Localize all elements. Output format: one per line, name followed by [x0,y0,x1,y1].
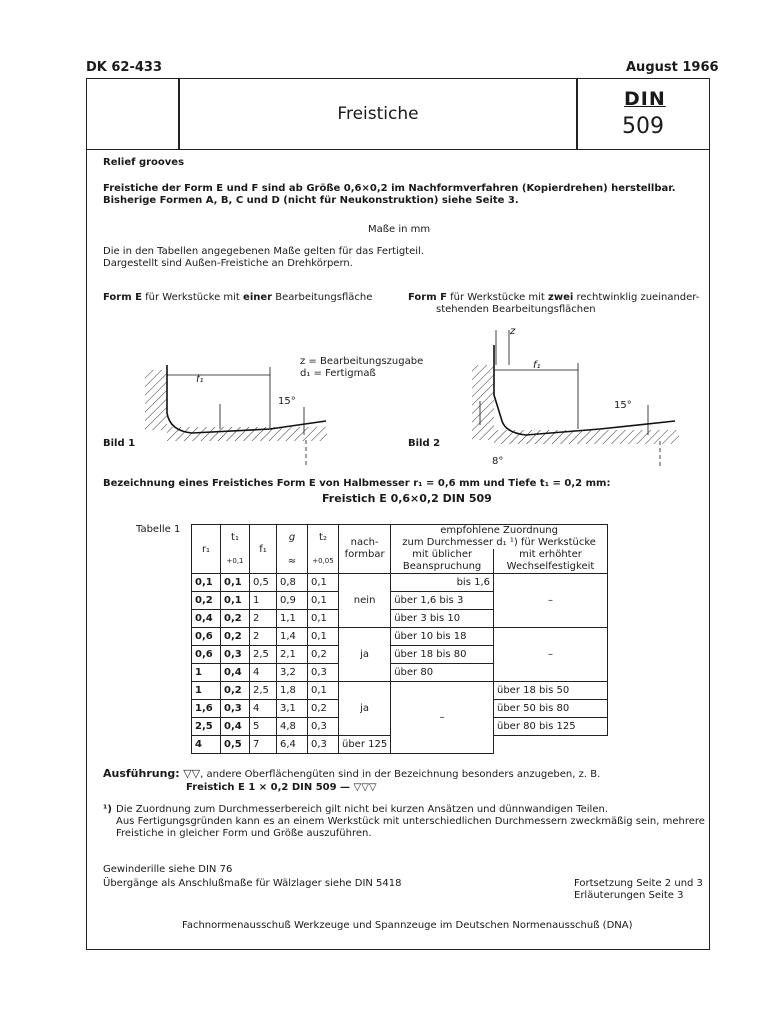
cell-f1: 5 [250,718,277,736]
form-f-heading: Form F für Werkstücke mit zwei rechtwinklig zueinander- [408,292,700,303]
footnote-line-1: Die Zuordnung zum Durchmesserbereich gilt nicht bei kurzen Ansätzen und dünnwandigen Teilen. [116,804,608,815]
cell-t2: 0,3 [308,718,339,736]
figure-dim-z: z [510,326,516,337]
execution-line: Ausführung: ▽▽, andere Oberflächengüten sind in der Bezeichnung besonders anzugeben, z. B. [103,767,601,780]
intro-line-2: Bisherige Formen A, B, C und D (nicht für Neukonstruktion) siehe Seite 3. [103,195,519,206]
cell-normal: über 18 bis 80 [391,646,494,664]
cell-r1: 2,5 [192,718,221,736]
cell-g: 4,8 [277,718,308,736]
cell-t1: 0,1 [221,574,250,592]
cell-normal: bis 1,6 [391,574,494,592]
cell-t2: 0,1 [308,628,339,646]
th-f1: f₁ [250,525,277,574]
outer-groove-note: Dargestellt sind Außen-Freistiche an Drehkörpern. [103,258,353,269]
cell-t1: 0,3 [221,700,250,718]
groove-table [191,524,608,754]
figure-angle-8: 8° [492,456,504,467]
table-header-row-3: +0,1 ≈ +0,05 mit üblicher Beanspruchung mit erhöhter Wechselfestigkeit [192,549,608,574]
english-title: Relief grooves [103,157,185,168]
explanations: Erläuterungen Seite 3 [574,890,684,901]
cell-t2: 0,2 [308,646,339,664]
cell-dash: – [391,682,494,754]
table-header-row-1 [192,525,608,550]
din-logo: DIN [624,88,666,110]
cell-normal: über 3 bis 10 [391,610,494,628]
cell-g: 0,8 [277,574,308,592]
cell-g: 3,2 [277,664,308,682]
legend-d: d₁ = Fertigmaß [300,368,376,379]
cell-high: über 125 [339,736,391,754]
document-date: August 1966 [626,60,719,75]
table-label: Tabelle 1 [136,524,181,535]
th-t1: t₁ [221,525,250,550]
form-f-heading-line2: stehenden Bearbeitungsflächen [436,304,596,315]
cell-t1: 0,2 [221,628,250,646]
cell-t2: 0,3 [308,664,339,682]
table-row [192,628,608,646]
th-g: g [277,525,308,550]
cell-normal: über 10 bis 18 [391,628,494,646]
cell-nachformbar: ja [339,682,391,736]
cell-dash: – [494,628,608,682]
figure-form-e [100,355,330,470]
footnote-line-2: Aus Fertigungsgründen kann es an einem Werkstück mit unterschiedlichen Durchmessern zweckmäßig sein, mehrere [116,816,705,827]
cell-f1: 4 [250,664,277,682]
figure-dim-f1: f₁ [196,374,204,385]
din-number: 509 [622,114,664,139]
surface-symbol-2: ▽▽▽ [353,782,377,793]
designation-example: Freistich E 0,6×0,2 DIN 509 [322,492,492,505]
th-r1: r₁ [192,525,221,574]
cell-t1: 0,5 [221,736,250,754]
cell-f1: 2,5 [250,646,277,664]
cell-r1: 1 [192,682,221,700]
cell-r1: 1 [192,664,221,682]
cell-f1: 7 [250,736,277,754]
th-normal: mit üblicher Beanspruchung [391,549,494,574]
cell-t1: 0,4 [221,664,250,682]
cell-normal: über 1,6 bis 3 [391,592,494,610]
document-number: DK 62-433 [86,60,163,75]
th-nachformbar: nach- formbar [339,525,391,574]
cell-high: über 50 bis 80 [494,700,608,718]
figure-caption-2: Bild 2 [408,438,441,449]
cell-r1: 0,4 [192,610,221,628]
table-row [192,574,608,592]
cell-r1: 1,6 [192,700,221,718]
th-assignment: empfohlene Zuordnung zum Durchmesser d₁ ¹) für Werkstücke [391,525,608,550]
cell-nachformbar: nein [339,574,391,628]
execution-label: Ausführung: [103,767,180,780]
surface-symbol: ▽▽ [183,767,201,780]
cell-g: 3,1 [277,700,308,718]
cell-high: über 80 bis 125 [494,718,608,736]
cell-high: über 18 bis 50 [494,682,608,700]
cell-r1: 0,6 [192,646,221,664]
figure-form-f [450,325,680,470]
cell-t2: 0,1 [308,610,339,628]
cell-g: 6,4 [277,736,308,754]
figure-angle-15: 15° [278,396,296,407]
cell-dash: – [494,574,608,628]
cell-g: 2,1 [277,646,308,664]
form-e-label: Form E [103,292,142,303]
designation-text: Bezeichnung eines Freistiches Form E von Halbmesser r₁ = 0,6 mm und Tiefe t₁ = 0,2 mm: [103,478,611,489]
cell-t1: 0,2 [221,610,250,628]
cell-nachformbar: ja [339,628,391,682]
cell-r1: 4 [192,736,221,754]
cell-t1: 0,4 [221,718,250,736]
footer-committee: Fachnormenausschuß Werkzeuge und Spannzeuge im Deutschen Normenausschuß (DNA) [182,920,633,931]
finished-part-note: Die in den Tabellen angegebenen Maße gelten für das Fertigteil. [103,246,424,257]
cell-t1: 0,3 [221,646,250,664]
cell-normal: über 80 [391,664,494,682]
cell-t2: 0,1 [308,682,339,700]
form-f-label: Form F [408,292,447,303]
cell-f1: 2,5 [250,682,277,700]
footnote-mark: ¹) [103,804,112,815]
execution-example: Freistich E 1 × 0,2 DIN 509 — ▽▽▽ [186,782,377,793]
cell-t2: 0,3 [308,736,339,754]
page-title: Freistiche [337,104,419,124]
ref-bearing: Übergänge als Anschlußmaße für Wälzlager siehe DIN 5418 [103,878,402,889]
cell-t1: 0,1 [221,592,250,610]
cell-t2: 0,1 [308,574,339,592]
units-note: Maße in mm [368,224,431,235]
th-high: mit erhöhter Wechselfestigkeit [494,549,608,574]
cell-f1: 0,5 [250,574,277,592]
cell-g: 0,9 [277,592,308,610]
legend-z: z = Bearbeitungszugabe [300,356,424,367]
form-e-heading: Form E für Werkstücke mit einer Bearbeitungsfläche [103,292,373,303]
cell-t2: 0,2 [308,700,339,718]
intro-line-1: Freistiche der Form E und F sind ab Größe 0,6×0,2 im Nachformverfahren (Kopierdrehen) herstellbar. [103,183,676,194]
th-t2: t₂ [308,525,339,550]
table-row [192,682,608,700]
cell-g: 1,4 [277,628,308,646]
cell-g: 1,8 [277,682,308,700]
footnote-line-3: Freistiche in gleicher Form und Größe auszuführen. [116,828,372,839]
figure-caption-1: Bild 1 [103,438,136,449]
title-divider-right [576,78,578,150]
figure-dim-f1-b: f₁ [533,360,541,371]
cell-f1: 1 [250,592,277,610]
cell-r1: 0,2 [192,592,221,610]
cell-f1: 4 [250,700,277,718]
cell-f1: 2 [250,628,277,646]
continuation: Fortsetzung Seite 2 und 3 [574,878,703,889]
ref-thread-groove: Gewinderille siehe DIN 76 [103,864,233,875]
cell-f1: 2 [250,610,277,628]
cell-r1: 0,1 [192,574,221,592]
figure-angle-15-b: 15° [614,400,632,411]
cell-t2: 0,1 [308,592,339,610]
cell-g: 1,1 [277,610,308,628]
cell-r1: 0,6 [192,628,221,646]
cell-t1: 0,2 [221,682,250,700]
